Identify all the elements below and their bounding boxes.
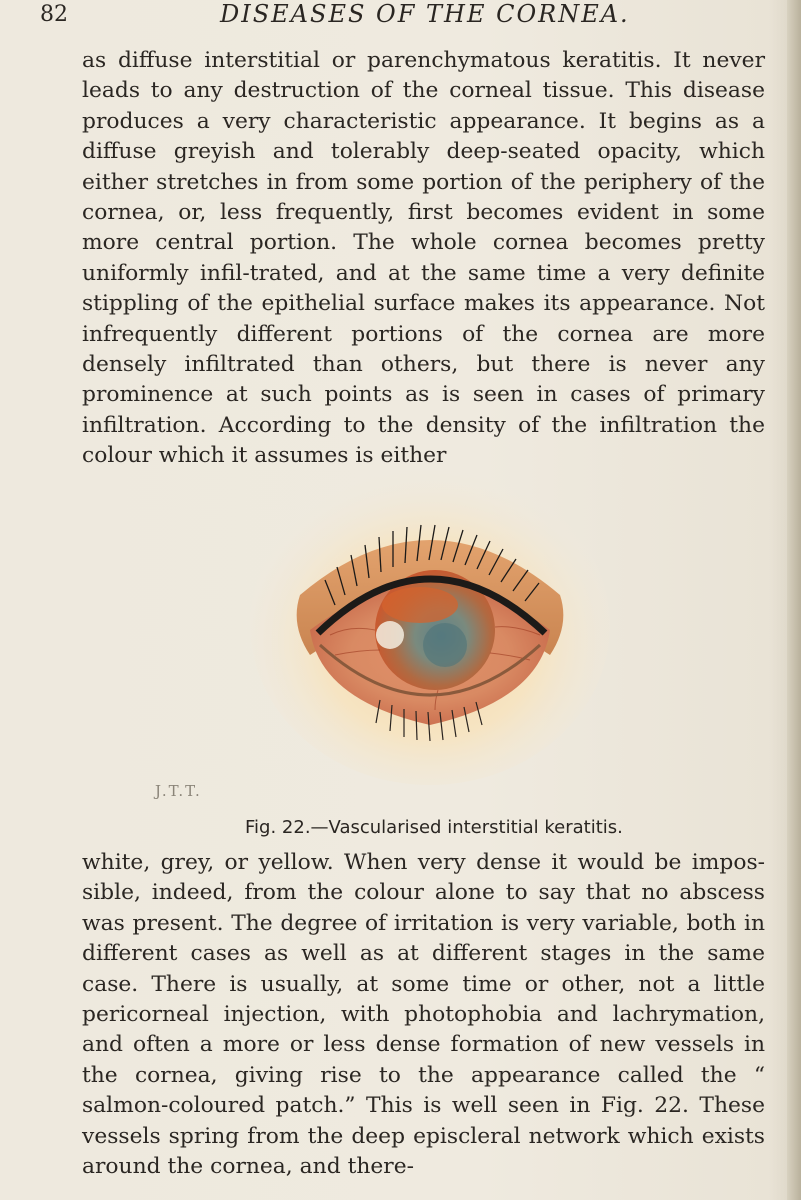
figure-caption: Fig. 22.—Vascularised interstitial keratitis.: [245, 817, 623, 838]
paragraph-1: as diffuse interstitial or parenchymatous keratitis. It never leads to any destruction of the corneal tissue. This disease produces a very characteristic appearance. It begins as a diffuse greyish and tolerably deep-seated opacity, which either stretches in from some portion of the periphery of the cornea, or, less frequently, first becomes evident in some more central portion. The whole cornea becomes pretty uniformly infil-trated, and at the same time a very definite stippling of the epithelial surface makes its appearance. Not infrequently different portions of the cornea are more densely infiltrated than others, but there is never any prominence at such points as is seen in cases of primary infiltration. According to the density of the infiltration the colour which it assumes is either: [82, 48, 765, 469]
running-head: DISEASES OF THE CORNEA.: [220, 0, 630, 28]
artist-signature: J.T.T.: [155, 782, 202, 800]
page-number: 82: [40, 2, 68, 27]
salmon-patch: [382, 587, 458, 623]
eye-illustration: [240, 455, 620, 785]
page-header: [40, 0, 760, 26]
light-reflex: [376, 621, 404, 649]
grey-opacity: [423, 623, 467, 667]
paragraph-2: white, grey, or yellow. When very dense it would be impos-sible, indeed, from the colour alone to say that no abscess was present. The degree of irritation is very variable, both in different cases as well as at different stages in the same case. There is usually, at some time or other, not a little pericorneal injection, with photophobia and lachrymation, and often a more or less dense formation of new vessels in the cornea, giving rise to the appearance called the “ salmon-coloured patch.” This is well seen in Fig. 22. These vessels spring from the deep episcleral network which exists around the cornea, and there-: [82, 850, 765, 1180]
page-edge: [787, 0, 801, 1200]
